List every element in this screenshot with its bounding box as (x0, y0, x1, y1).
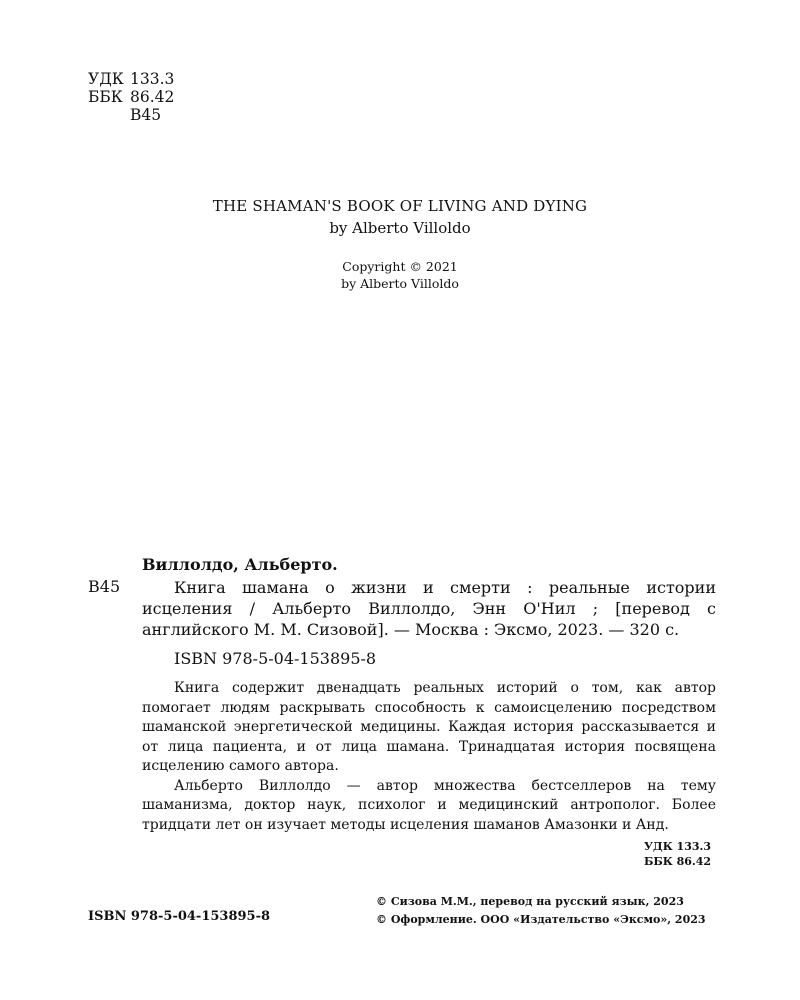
annotation-paragraph: Книга содержит двенадцать реальных историй о том, как автор помогает людям раскрывать способность к самоисцелению посредством шаманской энергетической медицины. Каждая история рассказывается и от лица пациента, и от лица шамана. Тринадцатая история посвящена исцелению самого автора. (142, 680, 716, 774)
bibliographic-author-heading: Виллолдо, Альберто. (142, 555, 338, 574)
classification-codes (88, 70, 174, 124)
bibliographic-author-sign: В45 (88, 577, 121, 596)
footer-isbn: ISBN 978-5-04-153895-8 (88, 909, 271, 924)
author-sign-label (88, 106, 130, 124)
original-copyright-holder: by Alberto Villoldo (341, 276, 459, 291)
annotation-paragraph: Альберто Виллолдо — автор множества бестселлеров на тему шаманизма, доктор наук, психолог и медицинский антрополог. Более тридцати лет он изучает методы исцеления шаманов Амазонки и Анд. (142, 777, 716, 833)
copyright-design: © Оформление. ООО «Издательство «Эксмо», 2023 (376, 913, 706, 926)
bibliographic-description: Книга шамана о жизни и смерти : реальные истории исцеления / Альберто Виллолдо, Энн О'Нил ; [перевод с английского М. М. Сизовой]. — Москва : Эксмо, 2023. — 320 с. (142, 578, 716, 639)
udk-value: 133.3 (130, 70, 175, 88)
bibliographic-isbn: ISBN 978-5-04-153895-8 (174, 649, 377, 668)
original-copyright: Copyright © 2021 (342, 259, 458, 274)
bbk-code: ББК 86.42 (644, 855, 712, 868)
copyright-translation: © Сизова М.М., перевод на русский язык, 2023 (376, 895, 684, 908)
author-sign-value: В45 (130, 106, 162, 124)
annotation (142, 679, 716, 835)
author-sign-row (88, 106, 174, 124)
bbk-value: 86.42 (130, 88, 175, 106)
udk-label: УДК (88, 70, 124, 88)
footer-copyright (376, 893, 706, 929)
original-author: by Alberto Villoldo (329, 219, 471, 237)
udk-row (88, 70, 174, 88)
udk-code: УДК 133.3 (644, 840, 711, 853)
bbk-row (88, 88, 174, 106)
bbk-label: ББК (88, 88, 123, 106)
original-title: THE SHAMAN'S BOOK OF LIVING AND DYING (212, 197, 588, 215)
classification-codes-bottom (644, 839, 711, 869)
